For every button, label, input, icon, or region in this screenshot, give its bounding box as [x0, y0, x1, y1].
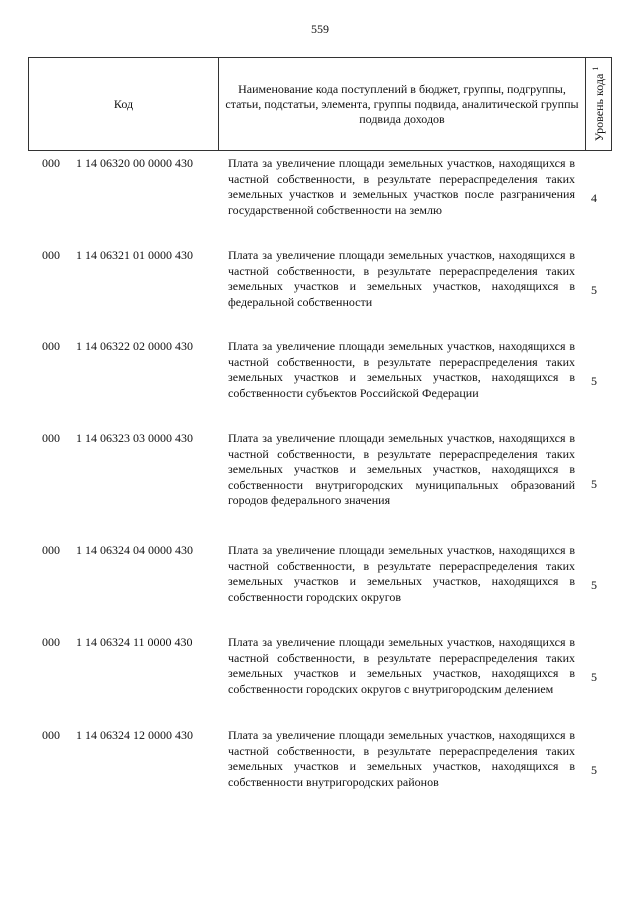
row-level: 4	[591, 191, 597, 205]
row-prefix: 000	[42, 728, 60, 742]
row-prefix: 000	[42, 543, 60, 557]
header-name-cell	[219, 58, 586, 150]
page-number: 559	[311, 22, 329, 36]
row-code: 1 14 06321 01 0000 430	[76, 248, 193, 262]
row-level: 5	[591, 670, 597, 684]
header-level-rotated	[591, 67, 607, 142]
header-level-footnote: 1	[590, 66, 600, 71]
row-level: 5	[591, 578, 597, 592]
header-code-cell	[29, 58, 219, 150]
row-description: Плата за увеличение площади земельных участков, находящихся в частной собственности, в результате перераспределения таких земельных участков и земельных участков, находящихся в собственности городских округов с внутригородским делением	[228, 635, 575, 696]
row-code: 1 14 06323 03 0000 430	[76, 431, 193, 445]
row-level: 5	[591, 477, 597, 491]
row-code: 1 14 06324 11 0000 430	[76, 635, 193, 649]
row-prefix: 000	[42, 156, 60, 170]
row-prefix: 000	[42, 635, 60, 649]
table-header	[28, 57, 612, 151]
row-code: 1 14 06322 02 0000 430	[76, 339, 193, 353]
row-description: Плата за увеличение площади земельных участков, находящихся в частной собственности, в результате перераспределения таких земельных участков и земельных участков, находящихся в собственности городских округов	[228, 543, 575, 604]
header-name-label: Наименование кода поступлений в бюджет, группы, подгруппы, статьи, подстатьи, элемента, группы подвида, аналитической группы подвида доходов	[225, 81, 579, 126]
row-description: Плата за увеличение площади земельных участков, находящихся в частной собственности, в результате перераспределения таких земельных участков и земельных участков, находящихся в собственности субъектов Российской Федерации	[228, 339, 575, 400]
header-level-cell	[586, 58, 611, 150]
row-prefix: 000	[42, 431, 60, 445]
row-description: Плата за увеличение площади земельных участков, находящихся в частной собственности, в результате перераспределения таких земельных участков и земельных участков, находящихся в собственности внутригородских муниципальных образований городов федерального значения	[228, 431, 575, 507]
row-code: 1 14 06324 12 0000 430	[76, 728, 193, 742]
row-level: 5	[591, 374, 597, 388]
row-level: 5	[591, 763, 597, 777]
row-code: 1 14 06324 04 0000 430	[76, 543, 193, 557]
header-code-label: Код	[113, 96, 134, 111]
row-description: Плата за увеличение площади земельных участков, находящихся в частной собственности, в результате перераспределения таких земельных участков и земельных участков, находящихся в собственности внутригородских районов	[228, 728, 575, 789]
row-code: 1 14 06320 00 0000 430	[76, 156, 193, 170]
row-prefix: 000	[42, 248, 60, 262]
row-prefix: 000	[42, 339, 60, 353]
row-description: Плата за увеличение площади земельных участков, находящихся в частной собственности, в результате перераспределения таких земельных участков и земельных участков, находящихся в федеральной собственности	[228, 248, 575, 309]
header-level-label: Уровень кода	[591, 73, 606, 142]
row-level: 5	[591, 283, 597, 297]
row-description: Плата за увеличение площади земельных участков, находящихся в частной собственности, в результате перераспределения таких земельных участков и земельных участков после разграничения государственной собственности на землю	[228, 156, 575, 217]
